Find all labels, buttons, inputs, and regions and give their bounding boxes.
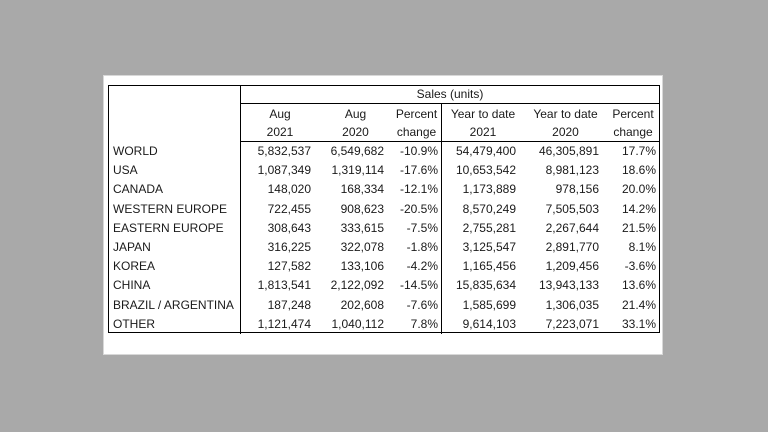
cell-aug-2020: 322,078 [340,239,384,254]
table-title-row [109,86,659,104]
row-label: OTHER [109,315,241,334]
column-header-line: Year to date [533,107,598,121]
corner-cell [109,104,241,142]
column-header-line: Percent [612,107,654,121]
cell-aug-2021: 308,643 [267,220,311,235]
table-row [109,296,659,315]
cell-ytd-2020: 7,505,503 [545,201,599,216]
cell-aug-2020: 168,334 [340,182,384,197]
cell-ytd-2021: 15,835,634 [455,278,516,293]
cell-aug-2021: 1,121,474 [257,316,311,331]
cell-pct-change: -17.6% [392,161,442,180]
column-header-ytd-percent-change [607,104,659,142]
column-header-line: Percent [395,107,438,121]
row-label: JAPAN [109,238,241,257]
cell-ytd-2021: 1,173,889 [462,182,516,197]
column-header-line: 2021 [469,125,497,139]
cell-ytd-2020: 1,209,456 [545,259,599,274]
cell-ytd-pct-change: 8.1% [628,239,656,254]
cell-ytd-pct-change: 17.7% [621,144,656,158]
cell-ytd-2020: 7,223,071 [545,316,599,331]
table-row [109,238,659,257]
cell-pct-change: -7.6% [392,296,442,315]
report-page [103,75,663,355]
cell-ytd-2021: 54,479,400 [455,144,516,158]
column-header-line: 2020 [552,125,579,139]
row-label: KOREA [109,257,241,276]
row-label: WESTERN EUROPE [109,200,241,219]
table-row [109,276,659,295]
cell-ytd-2020: 8,981,123 [545,163,599,178]
cell-ytd-2020: 13,943,133 [538,278,599,293]
corner-cell [109,86,241,104]
cell-ytd-2021: 1,165,456 [462,259,516,274]
cell-pct-change: -7.5% [392,219,442,238]
cell-ytd-2021: 3,125,547 [462,239,516,254]
cell-aug-2020: 1,040,112 [331,316,384,331]
table-body [109,142,659,334]
cell-aug-2020: 6,549,682 [330,144,384,158]
cell-pct-change: -12.1% [392,180,442,199]
cell-pct-change: -20.5% [392,200,442,219]
cell-ytd-2021: 1,585,699 [462,297,516,312]
column-header-aug-2021 [241,104,319,142]
table-row [109,180,659,199]
cell-aug-2021: 1,813,541 [257,278,311,293]
cell-ytd-2021: 9,614,103 [462,316,516,331]
cell-aug-2021: 5,832,537 [257,144,311,158]
cell-ytd-pct-change: 14.2% [621,201,656,216]
table-row [109,142,659,161]
column-header-line: 2021 [266,125,294,139]
table-row [109,315,659,334]
table-title: Sales (units) [241,86,659,104]
row-label: CHINA [109,276,241,295]
column-header-percent-change [392,104,442,142]
column-header-line: 2020 [342,125,369,139]
cell-ytd-pct-change: 13.6% [621,278,656,293]
column-header-line: change [613,125,653,139]
row-label: BRAZIL / ARGENTINA [109,296,241,315]
sales-table [108,85,660,333]
cell-pct-change: -4.2% [392,257,442,276]
cell-pct-change: 7.8% [392,315,442,334]
cell-ytd-2021: 8,570,249 [462,201,516,216]
column-header-line: change [396,125,437,139]
cell-aug-2021: 127,582 [267,259,311,274]
table-header-row [109,104,659,142]
cell-aug-2020: 202,608 [340,297,384,312]
cell-ytd-pct-change: 20.0% [621,182,656,197]
cell-aug-2020: 1,319,114 [331,163,384,178]
cell-pct-change: -1.8% [392,238,442,257]
cell-ytd-2021: 2,755,281 [462,220,516,235]
cell-aug-2020: 2,122,092 [330,278,384,293]
cell-ytd-pct-change: -3.6% [624,259,656,274]
cell-aug-2021: 316,225 [267,239,311,254]
row-label: USA [109,161,241,180]
cell-ytd-2020: 978,156 [555,182,599,197]
cell-ytd-pct-change: 21.4% [621,297,656,312]
cell-aug-2020: 908,623 [340,201,384,216]
cell-aug-2020: 333,615 [340,220,384,235]
cell-ytd-2021: 10,653,542 [455,163,516,178]
cell-aug-2021: 187,248 [267,297,311,312]
cell-ytd-pct-change: 21.5% [621,220,656,235]
column-header-ytd-2021 [442,104,524,142]
cell-aug-2020: 133,106 [340,259,384,274]
table-row [109,257,659,276]
cell-ytd-pct-change: 33.1% [621,316,656,331]
column-header-line: Aug [269,107,291,121]
table-row [109,161,659,180]
column-header-line: Aug [344,107,367,121]
cell-pct-change: -14.5% [392,276,442,295]
column-header-line: Year to date [450,107,516,121]
cell-ytd-2020: 2,891,770 [545,239,599,254]
table-row [109,219,659,238]
cell-ytd-2020: 46,305,891 [538,144,599,158]
table-row [109,200,659,219]
cell-pct-change: -10.9% [392,142,442,161]
cell-aug-2021: 722,455 [267,201,311,216]
cell-ytd-2020: 2,267,644 [545,220,599,235]
column-header-aug-2020 [319,104,392,142]
cell-aug-2021: 1,087,349 [257,163,311,178]
cell-ytd-2020: 1,306,035 [545,297,599,312]
cell-ytd-pct-change: 18.6% [621,163,656,178]
row-label: WORLD [109,142,241,161]
cell-aug-2021: 148,020 [267,182,311,197]
column-header-ytd-2020 [524,104,607,142]
row-label: EASTERN EUROPE [109,219,241,238]
row-label: CANADA [109,180,241,199]
